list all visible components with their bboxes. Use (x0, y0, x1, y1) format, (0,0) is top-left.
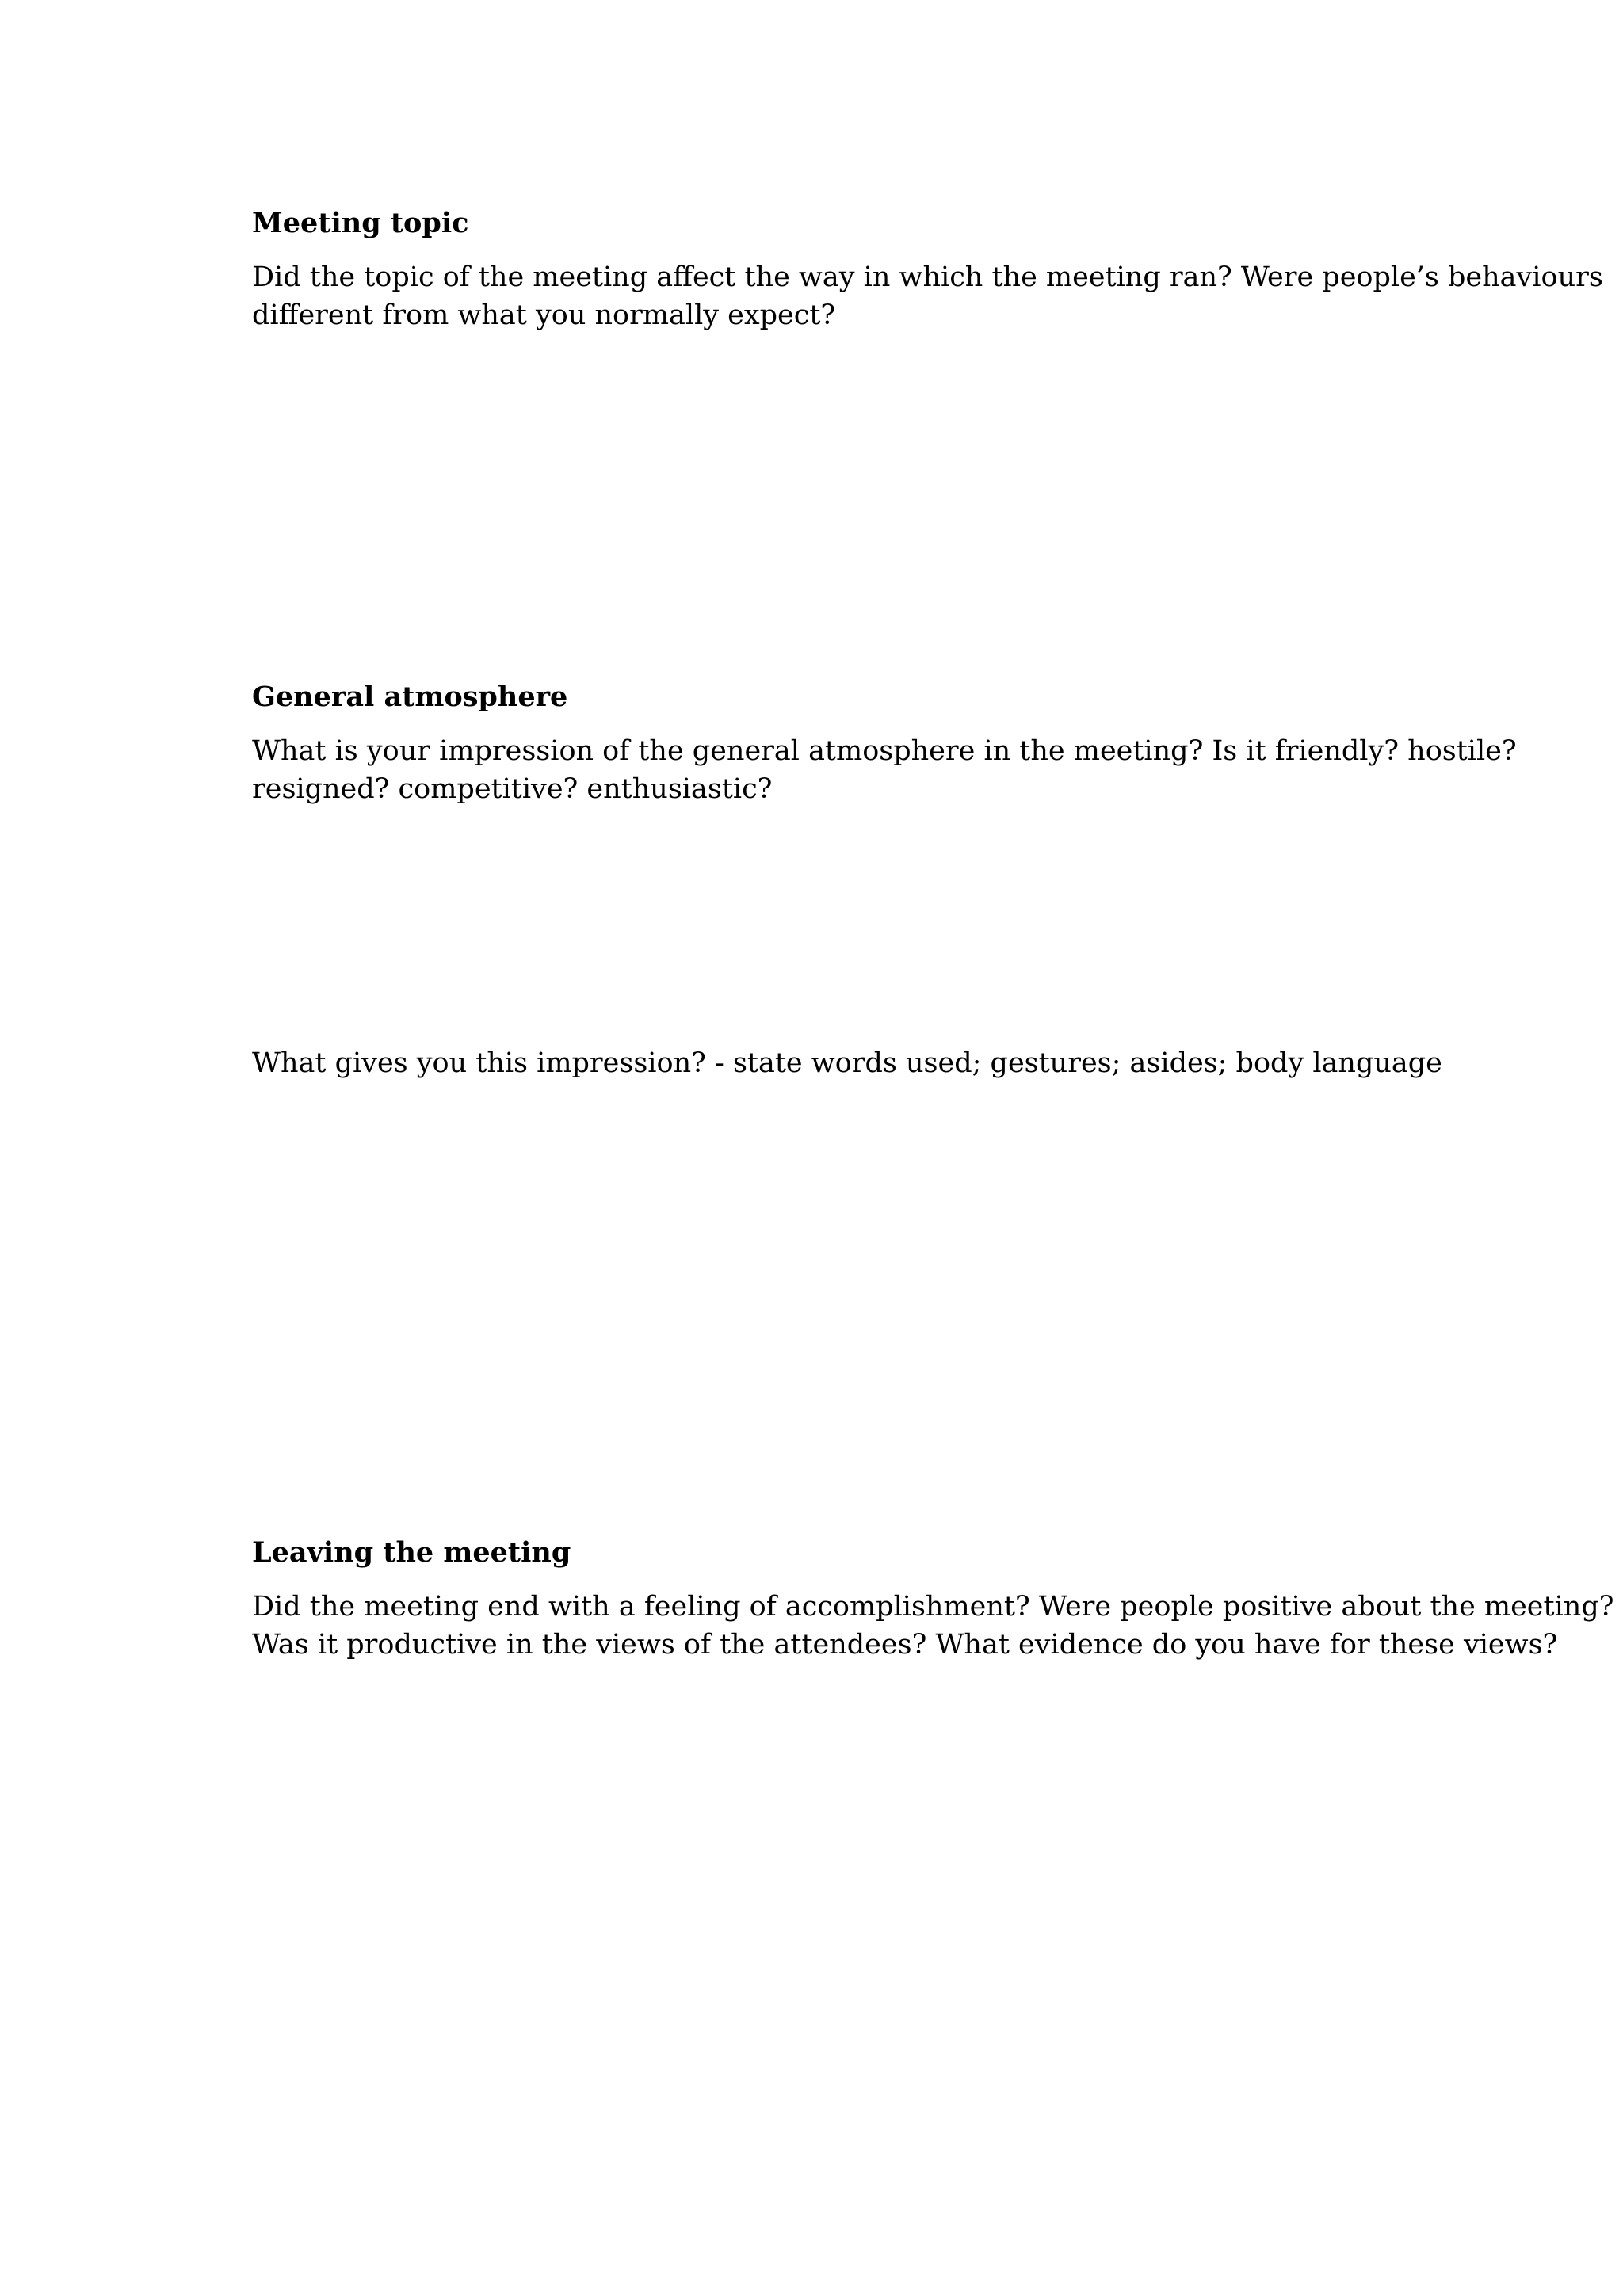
question-line: resigned? competitive? enthusiastic? (252, 773, 773, 805)
section-heading: Leaving the meeting (252, 1536, 571, 1569)
section-leaving-the-meeting (252, 1534, 1614, 1664)
followup-question: What gives you this impression? - state words used; gestures; asides; body language (252, 1047, 1442, 1079)
section-general-atmosphere (252, 678, 1517, 808)
section-meeting-topic (252, 204, 1603, 334)
question-line: Did the meeting end with a feeling of accomplishment? Were people positive about the meeting? (252, 1591, 1614, 1623)
question-line: Was it productive in the views of the attendees? What evidence do you have for these views? (252, 1629, 1558, 1661)
section-general-atmosphere-followup (252, 1044, 1488, 1082)
section-heading: Meeting topic (252, 207, 469, 239)
question-line: Did the topic of the meeting affect the way in which the meeting ran? Were people’s behaviours (252, 261, 1603, 293)
section-heading: General atmosphere (252, 681, 568, 713)
question-line: different from what you normally expect? (252, 299, 836, 331)
question-line: What is your impression of the general atmosphere in the meeting? Is it friendly? hostile? (252, 735, 1517, 767)
